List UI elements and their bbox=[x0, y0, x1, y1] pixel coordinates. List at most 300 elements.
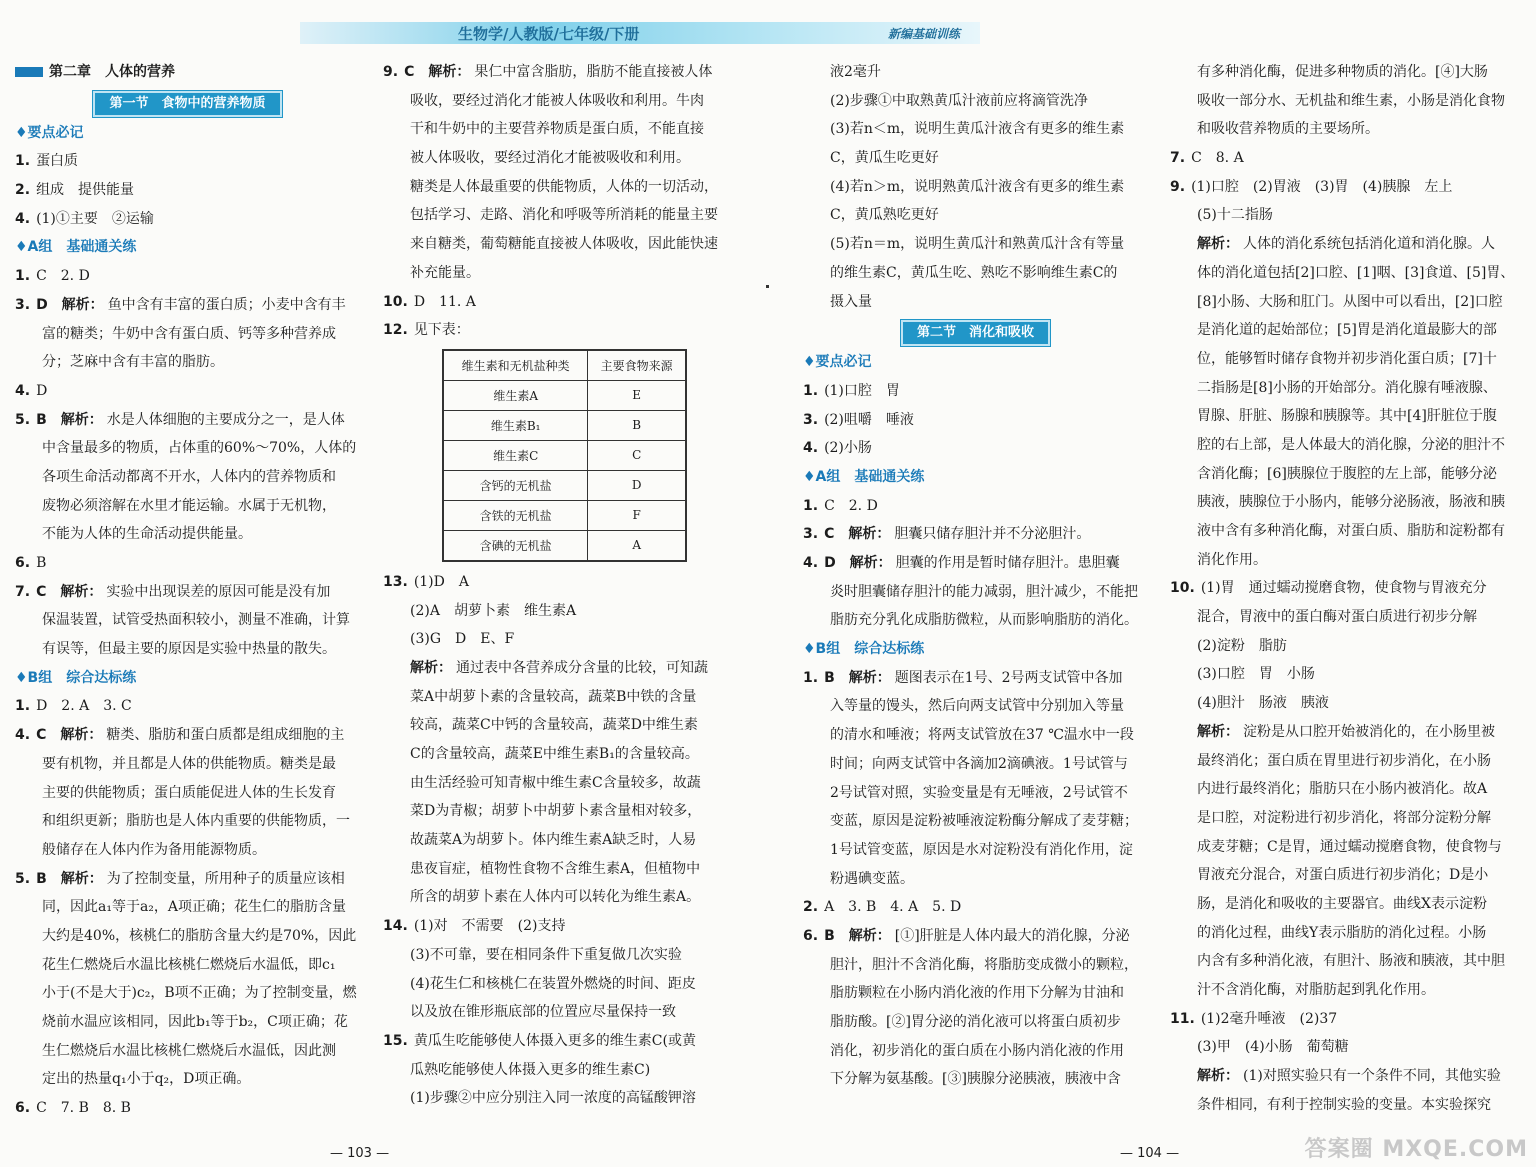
table-row bbox=[443, 500, 686, 530]
answer-continuation bbox=[1170, 230, 1515, 259]
answer-continuation bbox=[383, 625, 725, 654]
answer-line bbox=[15, 721, 360, 750]
question-number: 10. bbox=[383, 293, 408, 310]
answer-continuation bbox=[383, 740, 725, 769]
answer-text: 炎时胆囊储存胆汁的能力减弱，胆汁减少，不能把 bbox=[830, 583, 1138, 600]
answer-continuation bbox=[803, 721, 1148, 750]
vitamin-table bbox=[442, 349, 687, 562]
answer-key: C 解析： bbox=[36, 583, 103, 600]
table-row bbox=[443, 380, 686, 410]
question-number: 3. bbox=[15, 296, 31, 313]
question-number: 15. bbox=[383, 1032, 408, 1049]
answer-continuation bbox=[1170, 87, 1515, 116]
question-number: 2. bbox=[15, 182, 31, 199]
table-cell: E bbox=[588, 380, 686, 410]
answer-text: 来自糖类，葡萄糖能直接被人体吸收，因此能快速 bbox=[410, 236, 718, 253]
answer-text: 烧前水温应该相同，因此b₁等于b₂，C项正确；花 bbox=[42, 1014, 348, 1030]
answer-continuation bbox=[383, 883, 725, 912]
answer-text: (1)①主要 ②运输 bbox=[36, 210, 154, 227]
question-number: 1. bbox=[803, 669, 819, 686]
answer-text: 补充能量。 bbox=[410, 264, 480, 281]
answer-line bbox=[803, 664, 1148, 693]
answer-line bbox=[803, 549, 1148, 578]
answer-text: (1)口腔 胃 bbox=[824, 382, 900, 399]
answer-text: 干和牛奶中的主要营养物质是蛋白质，不能直接 bbox=[410, 121, 704, 138]
answer-continuation bbox=[15, 606, 360, 635]
answer-text: 废物必须溶解在水里才能运输。水属于无机物， bbox=[42, 497, 336, 514]
answer-continuation bbox=[803, 606, 1148, 635]
answer-text: 以及放在锥形瓶底部的位置应尽量保持一致 bbox=[410, 1004, 676, 1021]
table-cell: B bbox=[588, 410, 686, 440]
answer-line bbox=[15, 147, 360, 176]
answer-key: D 解析： bbox=[36, 296, 104, 313]
answer-text: 二指肠是[8]小肠的开始部分。消化腺有唾液腺、 bbox=[1197, 379, 1497, 396]
answer-continuation bbox=[15, 434, 360, 463]
question-number: 6. bbox=[803, 927, 819, 944]
answer-continuation bbox=[803, 1065, 1148, 1094]
answer-text: D 2. A 3. C bbox=[36, 698, 132, 715]
answer-text: 黄瓜生吃能够使人体摄入更多的维生素C(或黄 bbox=[413, 1032, 696, 1049]
table-cell: 维生素B₁ bbox=[443, 410, 588, 440]
question-number: 9. bbox=[1170, 178, 1186, 195]
column-3 bbox=[803, 58, 1148, 1094]
answer-text: (1)胃 通过蠕动搅磨食物，使食物与胃液充分 bbox=[1200, 580, 1487, 597]
answer-text: (2)小肠 bbox=[824, 440, 872, 457]
table-header-row bbox=[443, 350, 686, 381]
answer-continuation bbox=[383, 998, 725, 1027]
table-cell: 维生素A bbox=[443, 380, 588, 410]
answer-continuation bbox=[803, 87, 1148, 116]
answer-continuation bbox=[15, 635, 360, 664]
answer-continuation bbox=[1170, 718, 1515, 747]
answer-text: 消化作用。 bbox=[1197, 551, 1267, 568]
table-cell: 含钙的无机盐 bbox=[443, 470, 588, 500]
header-logo: 新编基础训练 bbox=[888, 27, 961, 41]
header-title: 生物学/人教版/七年级/下册 bbox=[458, 25, 640, 43]
vitamin-table-wrap bbox=[442, 349, 687, 562]
exercise-group-heading: ♦B组 综合达标练 bbox=[15, 669, 137, 686]
answer-continuation bbox=[1170, 976, 1515, 1005]
answer-text: 较高，蔬菜C中钙的含量较高，蔬菜D中维生素 bbox=[410, 717, 698, 734]
answer-continuation bbox=[1170, 58, 1515, 87]
answer-text: 要有机物，并且都是人体的供能物质。糖类是最 bbox=[42, 755, 336, 772]
answer-line bbox=[15, 377, 360, 406]
question-number: 9. bbox=[383, 64, 399, 80]
answer-text: 糖类是人体最重要的供能物质，人体的一切活动， bbox=[410, 178, 718, 195]
answer-text: 的消化过程，曲线Y表示脂肪的消化过程。小肠 bbox=[1197, 924, 1487, 941]
answer-continuation bbox=[1170, 660, 1515, 689]
chapter-title bbox=[15, 58, 360, 87]
answer-line bbox=[15, 205, 360, 234]
answer-line bbox=[1170, 173, 1515, 202]
answer-continuation bbox=[1170, 947, 1515, 976]
answer-text: (3)甲 (4)小肠 葡萄糖 bbox=[1197, 1039, 1349, 1056]
answer-continuation bbox=[383, 797, 725, 826]
answer-continuation bbox=[15, 836, 360, 865]
table-cell: D bbox=[588, 470, 686, 500]
table-cell: 含碘的无机盐 bbox=[443, 530, 588, 561]
answer-continuation bbox=[1170, 775, 1515, 804]
answer-text: 体的消化道包括[2]口腔、[1]咽、[3]食道、[5]胃、 bbox=[1197, 264, 1515, 281]
answer-text: 由生活经验可知青椒中维生素C含量较多，故蔬 bbox=[410, 774, 701, 791]
answer-text: 菜A中胡萝卜素的含量较高，蔬菜B中铁的含量 bbox=[410, 688, 697, 705]
answer-continuation bbox=[15, 750, 360, 779]
answer-text: D 11. A bbox=[413, 293, 476, 310]
answer-text: (3)G D E、F bbox=[410, 631, 515, 648]
answer-line bbox=[15, 406, 360, 435]
answer-continuation bbox=[803, 58, 1148, 87]
answer-continuation bbox=[1170, 374, 1515, 403]
answer-text: 变蓝，原因是淀粉被唾液淀粉酶分解成了麦芽糖； bbox=[830, 813, 1138, 830]
answer-text: 条件相同，有利于控制实验的变量。本实验探究 bbox=[1197, 1096, 1491, 1113]
answer-text: 含消化酶；[6]胰腺位于腹腔的左上部，能够分泌 bbox=[1197, 465, 1497, 482]
answer-text: (1)步骤②中应分别注入同一浓度的高锰酸钾溶 bbox=[410, 1090, 696, 1107]
question-number: 13. bbox=[383, 573, 408, 590]
answer-continuation bbox=[1170, 747, 1515, 776]
answer-line bbox=[803, 922, 1148, 951]
answer-text: 胆囊只储存胆汁并不分泌胆汁。 bbox=[894, 526, 1091, 543]
exercise-group-heading: ♦A组 基础通关练 bbox=[803, 468, 925, 485]
answer-continuation bbox=[15, 1065, 360, 1094]
answer-text: C 2. D bbox=[824, 497, 878, 514]
question-number: 12. bbox=[383, 322, 408, 339]
answer-text: (1)2毫升唾液 (2)37 bbox=[1200, 1010, 1338, 1027]
exercise-group-heading: ♦A组 基础通关练 bbox=[15, 239, 137, 256]
answer-line bbox=[1170, 144, 1515, 173]
answer-line bbox=[15, 578, 360, 607]
answer-continuation bbox=[803, 201, 1148, 230]
answer-continuation bbox=[803, 144, 1148, 173]
answer-continuation bbox=[383, 970, 725, 999]
answer-text: D bbox=[36, 382, 48, 399]
answer-text: 分；芝麻中含有丰富的脂肪。 bbox=[42, 354, 224, 371]
answer-text: (1)口腔 (2)胃液 (3)胃 (4)胰腺 左上 bbox=[1191, 178, 1453, 195]
answer-continuation bbox=[383, 173, 725, 202]
answer-continuation bbox=[803, 578, 1148, 607]
answer-text: 胃液充分混合，对蛋白质进行初步消化；D是小 bbox=[1197, 867, 1489, 884]
answer-continuation bbox=[803, 750, 1148, 779]
answer-line bbox=[1170, 1005, 1515, 1034]
answer-text: 中含量最多的物质，占体重的60%～70%，人体的 bbox=[42, 440, 357, 457]
answer-key: D 解析： bbox=[824, 555, 892, 571]
answer-line bbox=[15, 291, 360, 320]
answer-text: 糖类、脂肪和蛋白质都是组成细胞的主 bbox=[106, 727, 345, 744]
answer-text: 脂肪颗粒在小肠内消化液的作用下分解为甘油和 bbox=[830, 985, 1124, 1002]
answer-text: 实验中出现误差的原因可能是没有加 bbox=[106, 583, 331, 600]
question-number: 4. bbox=[803, 555, 819, 571]
answer-continuation bbox=[383, 769, 725, 798]
answer-continuation bbox=[803, 779, 1148, 808]
answer-continuation bbox=[383, 201, 725, 230]
answer-continuation bbox=[383, 115, 725, 144]
answer-continuation bbox=[1170, 546, 1515, 575]
answer-continuation bbox=[383, 597, 725, 626]
answer-text: 液中含有多种消化酶，对蛋白质、脂肪和淀粉都有 bbox=[1197, 523, 1505, 539]
chapter-bar-icon bbox=[15, 67, 43, 77]
answer-line bbox=[803, 492, 1148, 521]
question-number: 1. bbox=[15, 153, 31, 170]
answer-continuation bbox=[1170, 804, 1515, 833]
answer-text: 的维生素C，黄瓜生吃、熟吃不影响维生素C的 bbox=[830, 264, 1118, 281]
question-number: 11. bbox=[1170, 1010, 1195, 1027]
answer-text: 般储存在人体内作为备用能源物质。 bbox=[42, 841, 266, 858]
answer-text: 时间；向两支试管中各滴加2滴碘液。1号试管与 bbox=[830, 755, 1128, 772]
answer-text: 定出的热量q₁小于q₂，D项正确。 bbox=[42, 1071, 251, 1088]
answer-continuation bbox=[15, 807, 360, 836]
exercise-group-heading: ♦B组 综合达标练 bbox=[803, 641, 925, 658]
answer-continuation bbox=[15, 951, 360, 980]
answer-continuation bbox=[383, 654, 725, 683]
question-number: 1. bbox=[15, 268, 31, 285]
column-2-bottom bbox=[383, 568, 725, 1113]
answer-continuation bbox=[15, 520, 360, 549]
section-badge: 第一节 食物中的营养物质 bbox=[93, 91, 281, 117]
answer-line bbox=[383, 912, 725, 941]
answer-continuation bbox=[383, 826, 725, 855]
answer-continuation bbox=[383, 87, 725, 116]
answer-continuation bbox=[15, 979, 360, 1008]
answer-text: (4)花生仁和核桃仁在装置外燃烧的时间、距皮 bbox=[410, 975, 696, 992]
answer-continuation bbox=[15, 922, 360, 951]
table-row bbox=[443, 470, 686, 500]
answer-text: 包括学习、走路、消化和呼吸等所消耗的能量主要 bbox=[410, 207, 718, 224]
answer-text: 组成 提供能量 bbox=[36, 182, 135, 199]
answer-continuation bbox=[15, 348, 360, 377]
answer-text: 是口腔，对淀粉进行初步消化，将部分淀粉分解 bbox=[1197, 809, 1491, 826]
answer-line bbox=[15, 1094, 360, 1123]
answer-text: 不能为人体的生命活动提供能量。 bbox=[42, 526, 252, 543]
section-badge-wrap bbox=[15, 87, 360, 119]
answer-text: 脂肪酸。[②]胃分泌的消化液可以将蛋白质初步 bbox=[830, 1014, 1121, 1030]
answer-continuation bbox=[1170, 861, 1515, 890]
answer-text: 内进行最终消化；脂肪只在小肠内被消化。故A bbox=[1197, 781, 1488, 798]
answer-continuation bbox=[383, 230, 725, 259]
answer-continuation bbox=[1170, 833, 1515, 862]
answer-text: 果仁中富含脂肪，脂肪不能直接被人体 bbox=[474, 64, 713, 80]
answer-text: 各项生命活动都离不开水，人体内的营养物质和 bbox=[42, 468, 336, 485]
answer-text: (5)十二指肠 bbox=[1197, 207, 1273, 224]
answer-key: C 解析： bbox=[404, 64, 471, 80]
answer-line bbox=[1170, 574, 1515, 603]
answer-text: (2)步骤①中取熟黄瓜汁液前应将滴管洗净 bbox=[830, 92, 1088, 109]
page-number-right: — 104 — bbox=[1120, 1146, 1180, 1161]
answer-text: 主要的供能物质；蛋白质能促进人体的生长发育 bbox=[42, 784, 336, 801]
answer-continuation bbox=[803, 692, 1148, 721]
table-cell: 维生素C bbox=[443, 440, 588, 470]
answer-text: 最终消化；蛋白质在胃里进行初步消化，在小肠 bbox=[1197, 752, 1491, 769]
answer-continuation bbox=[1170, 431, 1515, 460]
answer-text: 粉遇碘变蓝。 bbox=[830, 870, 914, 887]
answer-line bbox=[383, 1027, 725, 1056]
answer-continuation bbox=[1170, 259, 1515, 288]
answer-line bbox=[803, 406, 1148, 435]
answer-continuation bbox=[803, 230, 1148, 259]
answer-text: 是消化道的起始部位；[5]胃是消化道最膨大的部 bbox=[1197, 322, 1497, 339]
answer-text: 脂肪充分乳化成脂肪微粒，从而影响脂肪的消化。 bbox=[830, 612, 1138, 629]
answer-continuation bbox=[1170, 517, 1515, 546]
question-number: 4. bbox=[15, 727, 31, 744]
chapter-title-text: 第二章 人体的营养 bbox=[49, 64, 175, 80]
answer-line bbox=[383, 316, 725, 345]
answer-text: 富的糖类；牛奶中含有蛋白质、钙等多种营养成 bbox=[42, 325, 336, 342]
table-cell: C bbox=[588, 440, 686, 470]
answer-continuation bbox=[1170, 890, 1515, 919]
question-number: 5. bbox=[15, 411, 31, 428]
answer-text: 同，因此a₁等于a₂，A项正确；花生仁的脂肪含量 bbox=[42, 899, 347, 916]
table-row bbox=[443, 440, 686, 470]
answer-text: 下分解为氨基酸。[③]胰腺分泌胰液，胰液中含 bbox=[830, 1071, 1121, 1088]
answer-key: 解析： bbox=[410, 659, 452, 676]
answer-text: 胆汁，胆汁不含消化酶，将脂肪变成微小的颗粒， bbox=[830, 956, 1138, 973]
answer-continuation bbox=[803, 288, 1148, 317]
answer-continuation bbox=[1170, 488, 1515, 517]
answer-text: 液2毫升 bbox=[830, 64, 881, 80]
column-1 bbox=[15, 58, 360, 1123]
answer-continuation bbox=[803, 979, 1148, 1008]
exercise-group-heading: ♦要点必记 bbox=[803, 354, 872, 371]
answer-text: 题图表示在1号、2号两支试管中各加 bbox=[894, 669, 1123, 686]
table-header-cell: 主要食物来源 bbox=[588, 350, 686, 381]
answer-continuation bbox=[383, 683, 725, 712]
answer-key: C 解析： bbox=[824, 526, 891, 543]
answer-continuation bbox=[1170, 316, 1515, 345]
answer-continuation bbox=[803, 836, 1148, 865]
answer-text: B bbox=[36, 555, 47, 571]
answer-text: 摄入量 bbox=[830, 293, 872, 310]
header-banner bbox=[300, 22, 980, 44]
answer-text: (4)若n＞m，说明熟黄瓜汁液含有更多的维生素 bbox=[830, 178, 1125, 195]
answer-continuation bbox=[803, 115, 1148, 144]
answer-text: C，黄瓜熟吃更好 bbox=[830, 207, 939, 224]
answer-text: (1)对 不需要 (2)支持 bbox=[413, 918, 566, 935]
question-number: 5. bbox=[15, 870, 31, 887]
answer-continuation bbox=[15, 463, 360, 492]
answer-text: (5)若n＝m，说明生黄瓜汁和熟黄瓜汁含有等量 bbox=[830, 236, 1125, 253]
answer-text: 人体的消化系统包括消化道和消化腺。人 bbox=[1243, 236, 1495, 253]
answer-text: [8]小肠、大肠和肛门。从图中可以看出，[2]口腔 bbox=[1197, 293, 1503, 310]
answer-text: (1)对照实验只有一个条件不同，其他实验 bbox=[1243, 1068, 1501, 1085]
answer-continuation bbox=[383, 259, 725, 288]
question-number: 6. bbox=[15, 555, 31, 571]
table-cell: A bbox=[588, 530, 686, 561]
answer-text: 汁不含消化酶，对脂肪起到乳化作用。 bbox=[1197, 982, 1435, 998]
answer-text: 消化，初步消化的蛋白质在小肠内消化液的作用 bbox=[830, 1042, 1124, 1059]
answer-continuation bbox=[383, 1084, 725, 1113]
answer-text: 生仁燃烧后水温比核桃仁燃烧后水温低，因此测 bbox=[42, 1042, 336, 1059]
answer-text: 菜D为青椒；胡萝卜中胡萝卜素含量相对较多， bbox=[410, 803, 702, 820]
gutter-dot bbox=[766, 285, 769, 288]
watermark: 答案圈 MXQE.COM bbox=[1304, 1137, 1528, 1162]
answer-text: 保温装置，试管受热面积较小，测量不准确，计算 bbox=[42, 612, 350, 629]
page-number-left: — 103 — bbox=[330, 1146, 390, 1161]
table-row bbox=[443, 530, 686, 561]
answer-text: 胃腺、肝脏、肠腺和胰腺等。其中[4]肝脏位于腹 bbox=[1197, 408, 1497, 425]
answer-line bbox=[15, 262, 360, 291]
answer-continuation bbox=[1170, 115, 1515, 144]
answer-continuation bbox=[803, 1008, 1148, 1037]
answer-text: 混合，胃液中的蛋白酶对蛋白质进行初步分解 bbox=[1197, 609, 1477, 626]
answer-line bbox=[383, 288, 725, 317]
answer-text: 位，能够暂时储存食物并初步消化蛋白质；[7]十 bbox=[1197, 350, 1497, 367]
question-number: 4. bbox=[803, 440, 819, 457]
answer-text: C 7. B 8. B bbox=[36, 1100, 131, 1117]
answer-text: (2)A 胡萝卜素 维生素A bbox=[410, 602, 577, 619]
answer-text: C的含量较高，蔬菜E中维生素B₁的含量较高。 bbox=[410, 746, 699, 762]
table-row bbox=[443, 410, 686, 440]
answer-text: C，黄瓜生吃更好 bbox=[830, 150, 939, 167]
answer-line bbox=[15, 692, 360, 721]
answer-text: 为了控制变量，所用种子的质量应该相 bbox=[106, 870, 345, 887]
answer-text: 和吸收营养物质的主要场所。 bbox=[1197, 121, 1379, 138]
answer-text: 患夜盲症，植物性食物不含维生素A，但植物中 bbox=[410, 860, 701, 877]
answer-text: 故蔬菜A为胡萝卜。体内维生素A缺乏时，人易 bbox=[410, 832, 697, 849]
table-cell: 含铁的无机盐 bbox=[443, 500, 588, 530]
answer-line bbox=[15, 549, 360, 578]
answer-continuation bbox=[1170, 288, 1515, 317]
answer-key: B 解析： bbox=[824, 927, 891, 944]
answer-text: C 2. D bbox=[36, 268, 90, 285]
answer-continuation bbox=[15, 779, 360, 808]
answer-key: 解析： bbox=[1197, 723, 1239, 740]
answer-text: 有误等，但最主要的原因是实验中热量的散失。 bbox=[42, 641, 336, 658]
section-badge: 第二节 消化和吸收 bbox=[901, 320, 1050, 346]
column-2-top bbox=[383, 58, 725, 345]
answer-text: 和组织更新；脂肪也是人体内重要的供能物质，一 bbox=[42, 813, 350, 830]
answer-continuation bbox=[383, 941, 725, 970]
answer-text: 通过表中各营养成分含量的比较，可知蔬 bbox=[456, 659, 708, 676]
answer-text: 被人体吸收，要经过消化才能被吸收和利用。 bbox=[410, 150, 690, 167]
answer-continuation bbox=[1170, 1062, 1515, 1091]
answer-text: (3)若n＜m，说明生黄瓜汁液含有更多的维生素 bbox=[830, 121, 1125, 138]
answer-continuation bbox=[803, 259, 1148, 288]
question-number: 7. bbox=[1170, 150, 1186, 167]
answer-text: 吸收一部分水、无机盐和维生素，小肠是消化食物 bbox=[1197, 92, 1505, 109]
answer-continuation bbox=[803, 951, 1148, 980]
question-number: 14. bbox=[383, 918, 408, 935]
column-2 bbox=[383, 58, 725, 1113]
answer-key: B 解析： bbox=[36, 870, 103, 887]
answer-text: 有多种消化酶，促进多种物质的消化。[④]大肠 bbox=[1197, 64, 1488, 80]
answer-key: 解析： bbox=[1197, 1068, 1239, 1085]
answer-text: 入等量的馒头，然后向两支试管中分别加入等量 bbox=[830, 698, 1124, 715]
answer-continuation bbox=[1170, 1033, 1515, 1062]
answer-continuation bbox=[1170, 201, 1515, 230]
answer-line bbox=[803, 520, 1148, 549]
answer-text: 花生仁燃烧后水温比核桃仁燃烧后水温低，即c₁ bbox=[42, 956, 336, 973]
question-number: 1. bbox=[803, 497, 819, 514]
answer-line bbox=[803, 377, 1148, 406]
question-number: 6. bbox=[15, 1100, 31, 1117]
answer-line bbox=[803, 893, 1148, 922]
answer-key: C 解析： bbox=[36, 727, 103, 744]
answer-key: B 解析： bbox=[824, 669, 891, 686]
question-number: 3. bbox=[803, 411, 819, 428]
answer-continuation bbox=[1170, 689, 1515, 718]
question-number: 1. bbox=[15, 698, 31, 715]
exercise-group-heading: ♦要点必记 bbox=[15, 124, 84, 141]
answer-text: 鱼中含有丰富的蛋白质；小麦中含有丰 bbox=[107, 296, 346, 313]
answer-continuation bbox=[15, 1037, 360, 1066]
answer-key: B 解析： bbox=[36, 411, 103, 428]
answer-continuation bbox=[803, 1037, 1148, 1066]
answer-text: 淀粉是从口腔开始被消化的，在小肠里被 bbox=[1243, 723, 1495, 740]
answer-line bbox=[383, 58, 725, 87]
answer-key: 解析： bbox=[1197, 236, 1239, 253]
answer-text: 胰液，胰腺位于小肠内，能够分泌肠液，肠液和胰 bbox=[1197, 494, 1505, 511]
answer-text: (3)不可靠，要在相同条件下重复做几次实验 bbox=[410, 946, 682, 963]
answer-text: 所含的胡萝卜素在人体内可以转化为维生素A。 bbox=[410, 889, 701, 906]
answer-text: (2)淀粉 脂肪 bbox=[1197, 637, 1287, 654]
